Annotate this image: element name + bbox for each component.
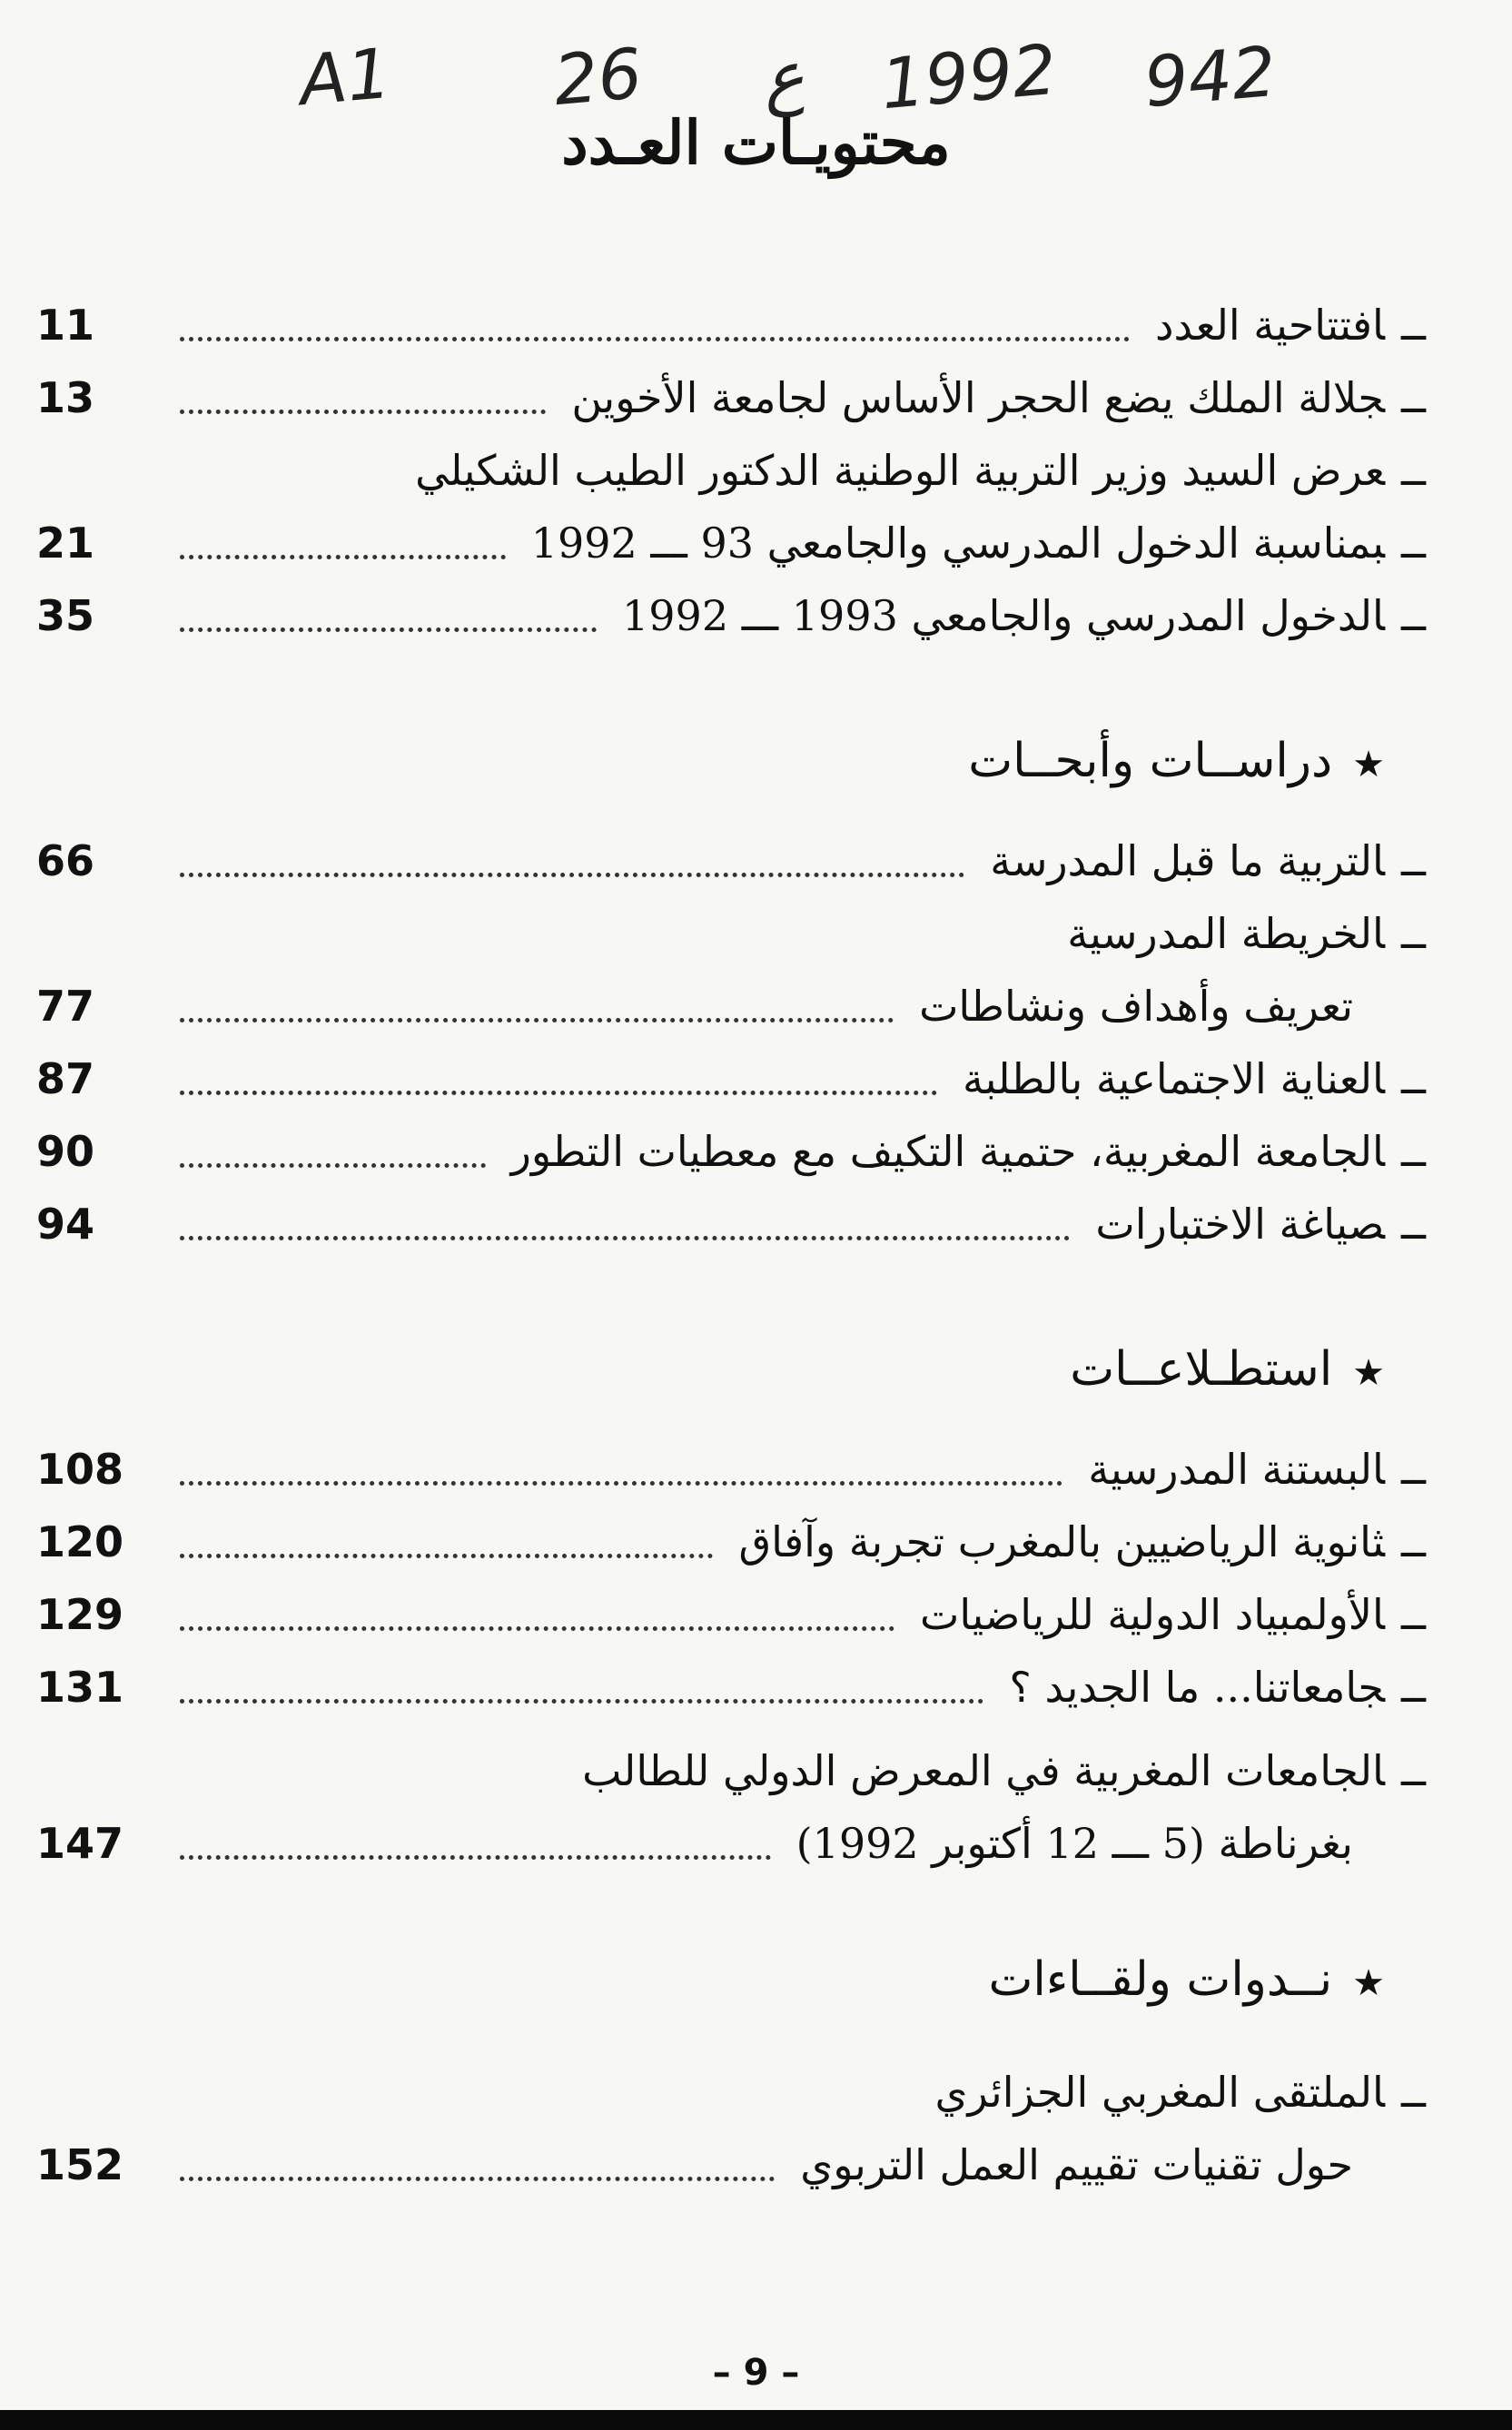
toc-row bbox=[36, 583, 1426, 648]
toc-page-number: 90 bbox=[36, 1127, 95, 1176]
scan-edge-bar bbox=[0, 2410, 1512, 2430]
handwritten-ref-number: 942 bbox=[1141, 30, 1280, 123]
toc-entry-text bbox=[1009, 1655, 1426, 1720]
toc-row bbox=[36, 901, 1426, 966]
page-title: محتويـات العـدد bbox=[561, 107, 951, 178]
toc-entry-text bbox=[531, 510, 1426, 576]
toc-entry-title: بغرناطة (5 ـــ 12 أكتوبر 1992) bbox=[796, 1819, 1353, 1868]
toc-page-number: 129 bbox=[36, 1590, 124, 1639]
toc-entry-text bbox=[1095, 1191, 1426, 1257]
dash-mark: ــ bbox=[1401, 1200, 1426, 1249]
dot-leader bbox=[180, 1234, 1070, 1240]
toc-row bbox=[36, 510, 1426, 576]
handwritten-ref-month: ع bbox=[759, 35, 808, 119]
toc-entry-title: جامعاتنا... ما الجديد ؟ bbox=[1009, 1663, 1386, 1712]
toc-row bbox=[36, 1191, 1426, 1257]
toc-entry-title: الجامعة المغربية، حتمية التكيف مع معطيات التطور bbox=[510, 1127, 1386, 1176]
toc-page-number: 94 bbox=[36, 1200, 95, 1249]
toc-page-number: 35 bbox=[36, 591, 95, 640]
toc-page-number: 77 bbox=[36, 982, 95, 1031]
section-title: نــدوات ولقــاءات bbox=[988, 1952, 1333, 2007]
dash-mark: ــ bbox=[1401, 301, 1426, 350]
toc-page-number: 131 bbox=[36, 1663, 124, 1712]
toc-row bbox=[36, 365, 1426, 430]
toc-row bbox=[36, 292, 1426, 358]
dash-mark: ــ bbox=[1401, 2068, 1426, 2117]
dash-mark: ــ bbox=[1401, 1590, 1426, 1639]
section-heading bbox=[988, 1952, 1385, 2025]
toc-entry-title: الأولمبياد الدولية للرياضيات bbox=[920, 1590, 1386, 1639]
toc-entry-text bbox=[571, 365, 1426, 430]
section-heading bbox=[968, 734, 1385, 806]
dot-leader bbox=[180, 1016, 894, 1022]
toc-entry-text bbox=[990, 828, 1426, 894]
dot-leader bbox=[180, 1479, 1062, 1486]
toc-row bbox=[36, 1046, 1426, 1111]
section-title: استطـلاعــات bbox=[1070, 1342, 1333, 1397]
dot-leader bbox=[180, 2175, 775, 2181]
dot-leader bbox=[180, 1625, 894, 1631]
toc-page-number: 120 bbox=[36, 1517, 124, 1566]
handwritten-ref-day: 26 bbox=[550, 32, 646, 122]
toc-entry-text bbox=[920, 1582, 1426, 1647]
toc-entry-title: العناية الاجتماعية بالطلبة bbox=[962, 1054, 1386, 1103]
toc-entry-title: حول تقنيات تقييم العمل التربوي bbox=[800, 2140, 1353, 2189]
toc-entry-text bbox=[582, 1738, 1426, 1803]
toc-row bbox=[36, 1119, 1426, 1184]
toc-entry-text bbox=[1067, 901, 1426, 966]
dot-leader bbox=[180, 1089, 937, 1095]
dot-leader bbox=[180, 626, 597, 632]
toc-entry-title: بمناسبة الدخول المدرسي والجامعي 93 ـــ 1992 bbox=[530, 519, 1386, 568]
dash-mark: ــ bbox=[1401, 1054, 1426, 1103]
dot-leader bbox=[180, 1552, 713, 1558]
toc-row bbox=[36, 1738, 1426, 1803]
toc-entry-title: الجامعات المغربية في المعرض الدولي للطالب bbox=[582, 1746, 1386, 1795]
dash-mark: ــ bbox=[1401, 909, 1426, 958]
toc-entry-text bbox=[511, 1119, 1426, 1184]
dash-mark: ــ bbox=[1401, 591, 1426, 640]
toc-entry-title: عرض السيد وزير التربية الوطنية الدكتور الطيب الشكيلي bbox=[415, 446, 1386, 495]
toc-entry-title: الملتقى المغربي الجزائري bbox=[934, 2068, 1386, 2117]
toc-page-number: 13 bbox=[36, 373, 95, 422]
toc-page-number: 87 bbox=[36, 1054, 95, 1103]
section-heading bbox=[1070, 1342, 1385, 1415]
toc-row bbox=[36, 438, 1426, 503]
dot-leader bbox=[180, 553, 506, 559]
toc-page-number: 21 bbox=[36, 519, 95, 568]
dash-mark: ــ bbox=[1401, 836, 1426, 885]
dash-mark: ــ bbox=[1401, 373, 1426, 422]
dash-mark: ــ bbox=[1401, 1127, 1426, 1176]
toc-row bbox=[36, 1437, 1426, 1502]
toc-row bbox=[36, 1655, 1426, 1720]
toc-entry-text bbox=[738, 1509, 1426, 1575]
toc-entry-text bbox=[622, 583, 1426, 648]
toc-entry-title: افتتاحية العدد bbox=[1155, 301, 1386, 350]
handwritten-ref-a: A1 bbox=[296, 32, 395, 122]
toc-entry-title: صياغة الاختبارات bbox=[1095, 1200, 1386, 1249]
toc-entry-text bbox=[1088, 1437, 1426, 1502]
dot-leader bbox=[180, 871, 964, 877]
toc-row bbox=[36, 828, 1426, 894]
dash-mark: ــ bbox=[1401, 519, 1426, 568]
dot-leader bbox=[180, 335, 1130, 341]
toc-row-sub bbox=[36, 1811, 1426, 1876]
toc-row-sub bbox=[36, 2132, 1426, 2198]
toc-entry-text bbox=[415, 438, 1426, 503]
handwritten-ref-year: 1992 bbox=[877, 28, 1060, 125]
toc-entry-title: تعريف وأهداف ونشاطات bbox=[919, 982, 1353, 1031]
toc-entry-title: جلالة الملك يضع الحجر الأساس لجامعة الأخوين bbox=[571, 373, 1386, 422]
star-icon: ★ bbox=[1352, 744, 1385, 785]
dash-mark: ــ bbox=[1401, 1517, 1426, 1566]
toc-page-number: 147 bbox=[36, 1819, 124, 1868]
star-icon: ★ bbox=[1352, 1962, 1385, 2004]
toc-entry-title: التربية ما قبل المدرسة bbox=[990, 836, 1386, 885]
toc-page-number: 11 bbox=[36, 301, 95, 350]
toc-page-number: 152 bbox=[36, 2140, 124, 2189]
toc-page-number: 66 bbox=[36, 836, 95, 885]
page-number-footer: – 9 – bbox=[712, 2352, 800, 2394]
toc-page-number: 108 bbox=[36, 1445, 124, 1494]
dot-leader bbox=[180, 1161, 486, 1168]
toc-entry-text bbox=[935, 2060, 1427, 2125]
toc-row-sub bbox=[36, 973, 1426, 1039]
dot-leader bbox=[180, 408, 546, 414]
toc-entry-text bbox=[1155, 292, 1426, 358]
star-icon: ★ bbox=[1352, 1352, 1385, 1394]
toc-row bbox=[36, 2060, 1426, 2125]
dash-mark: ــ bbox=[1401, 1663, 1426, 1712]
dot-leader bbox=[180, 1697, 983, 1704]
dash-mark: ــ bbox=[1401, 1746, 1426, 1795]
toc-entry-title: البستنة المدرسية bbox=[1088, 1445, 1386, 1494]
toc-row bbox=[36, 1582, 1426, 1647]
toc-entry-title: الخريطة المدرسية bbox=[1067, 909, 1386, 958]
dash-mark: ــ bbox=[1401, 1445, 1426, 1494]
dash-mark: ــ bbox=[1401, 446, 1426, 495]
dot-leader bbox=[180, 1853, 771, 1860]
toc-entry-text bbox=[963, 1046, 1426, 1111]
toc-entry-title: الدخول المدرسي والجامعي 1993 ـــ 1992 bbox=[622, 591, 1386, 640]
section-title: دراســات وأبحــات bbox=[968, 734, 1333, 788]
toc-entry-title: ثانوية الرياضيين بالمغرب تجربة وآفاق bbox=[738, 1517, 1386, 1566]
toc-row bbox=[36, 1509, 1426, 1575]
